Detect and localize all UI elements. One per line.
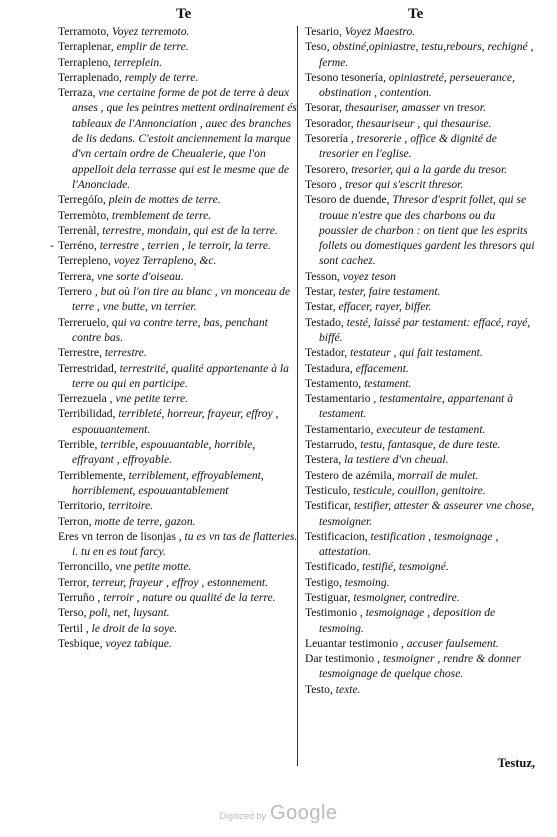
dictionary-entry: [305, 24, 537, 39]
entry-definition: terroir , nature ou qualité de la terre.: [103, 590, 276, 604]
dictionary-entry: [305, 468, 537, 483]
entry-headword: Tesario,: [305, 25, 345, 38]
entry-definition: voyez teson: [342, 269, 396, 283]
entry-definition: plein de mottes de terre.: [108, 193, 221, 207]
digitization-watermark: [0, 802, 557, 825]
entry-headword: Testo,: [305, 682, 336, 696]
entry-definition: voyez Terrapleno, &c.: [113, 254, 217, 268]
entry-definition: terribleté, horreur, frayeur, effroy , espouuantement.: [72, 407, 279, 436]
dictionary-entry: [305, 39, 537, 70]
dictionary-entry: [58, 315, 298, 346]
dictionary-entry: [58, 284, 298, 315]
dictionary-entry: [58, 39, 298, 54]
watermark-prefix: Digitized by: [219, 811, 267, 821]
dictionary-entry: [58, 223, 298, 238]
entry-headword: Testificacion,: [305, 529, 371, 543]
entry-definition: Voyez terremoto.: [111, 25, 190, 38]
entry-definition: Thresor d'esprit follet, qui se trouue n'estre que des charbons ou du poussier de charbon : on tient que les esprits follets ou domestiques gardent les thresors qui sont cachez.: [319, 193, 535, 268]
dictionary-entry: [305, 376, 537, 391]
entry-headword: Terraplenar,: [58, 40, 117, 54]
dictionary-entry: [58, 468, 298, 499]
entry-definition: voyez tabique.: [105, 636, 172, 650]
dictionary-entry: [58, 406, 298, 437]
catchword: Testuz,: [497, 756, 535, 770]
dictionary-entry: [58, 605, 298, 620]
entry-definition: tresorerie , office & dignité de tresorier en l'eglise.: [319, 132, 497, 161]
dictionary-entry: [305, 315, 537, 346]
entry-definition: la testiere d'vn cheual.: [344, 453, 449, 467]
dictionary-entry: [305, 116, 537, 131]
dictionary-entry: [305, 483, 537, 498]
right-column: [305, 24, 537, 697]
entry-headword: Eres vn terron de lisonjas ,: [58, 529, 185, 543]
entry-definition: opiniastreté, perseuerance, obstination , contention.: [319, 70, 515, 100]
entry-headword: Tesoro ,: [305, 177, 346, 191]
entry-headword: Terribilidad,: [58, 407, 119, 421]
dictionary-entry: [305, 345, 537, 360]
entry-definition: effacement.: [355, 361, 409, 375]
entry-definition: territoire.: [108, 499, 154, 513]
entry-headword: Testigo,: [305, 575, 345, 589]
entry-headword: Tesson,: [305, 269, 343, 283]
dictionary-entry: [305, 192, 537, 268]
dictionary-entry: [58, 636, 298, 651]
entry-definition: tremblement de terre.: [111, 208, 212, 222]
dictionary-entry: [58, 437, 298, 468]
entry-headword: Terrezuela ,: [58, 392, 116, 406]
dictionary-entry: [305, 131, 537, 162]
entry-definition: motte de terre, gazon.: [94, 514, 196, 528]
entry-definition: vne sorte d'oiseau.: [97, 269, 184, 283]
entry-definition: tresor qui s'escrit thresor.: [345, 177, 464, 191]
dictionary-entry: [305, 498, 537, 529]
entry-headword: Testador,: [305, 346, 351, 360]
dictionary-entry: [58, 559, 298, 574]
entry-definition: testé, laissé par testament: effacé, rayé, biffé.: [319, 315, 531, 344]
entry-headword: Terregóſo,: [58, 193, 109, 207]
entry-definition: terreplein.: [113, 55, 163, 69]
dictionary-entry: [305, 559, 537, 574]
entry-headword: Leuantar testimonio ,: [305, 636, 407, 650]
entry-headword: Testera,: [305, 453, 345, 467]
entry-headword: Terso,: [58, 606, 90, 620]
dictionary-entry: [305, 299, 537, 314]
dictionary-entry: [305, 422, 537, 437]
dictionary-entry: [305, 391, 537, 422]
dictionary-entry: [58, 529, 298, 560]
entry-definition: thesauriser, amasser vn tresor.: [344, 101, 486, 115]
entry-definition: terriblement, effroyablement, horriblement, espouuantablement: [72, 468, 264, 497]
entry-headword: Terrestridad,: [58, 361, 120, 375]
entry-headword: Terroncillo,: [58, 560, 116, 574]
dictionary-entry: [305, 529, 537, 560]
entry-headword: Terraza,: [58, 86, 99, 100]
dictionary-entry: [58, 238, 298, 253]
entry-definition: le droit de la soye.: [91, 621, 178, 635]
entry-definition: testu, fantasque, de dure teste.: [360, 438, 501, 452]
entry-definition: testamentaire, appartenant à testament.: [319, 392, 514, 421]
dictionary-entry: [58, 253, 298, 268]
dictionary-entry: [305, 682, 537, 697]
entry-headword: Terréno,: [58, 239, 100, 253]
dictionary-entry: [58, 590, 298, 605]
entry-headword: Testadura,: [305, 361, 356, 375]
dictionary-entry: [305, 590, 537, 605]
dictionary-entry: [58, 345, 298, 360]
dictionary-entry: [58, 269, 298, 284]
column-divider: [297, 26, 298, 766]
dictionary-entry: [58, 575, 298, 590]
entry-definition: morrail de mulet.: [397, 468, 479, 482]
entry-headword: Tertil ,: [58, 621, 92, 635]
entry-definition: but où l'on tire au blanc , vn monceau de terre , vne butte, vn terrier.: [72, 285, 291, 314]
entry-definition: terrestrité, qualité appartenante à la terre ou qui en participe.: [72, 361, 289, 390]
entry-headword: Testificado,: [305, 560, 363, 574]
entry-definition: terrestre.: [104, 346, 147, 360]
entry-definition: tresorier, qui a la garde du tresor.: [351, 162, 508, 176]
entry-headword: Testado,: [305, 315, 347, 329]
dictionary-entry: [305, 100, 537, 115]
entry-headword: Teso,: [305, 40, 333, 54]
dictionary-entry: [305, 361, 537, 376]
entry-headword: Territorio,: [58, 499, 109, 513]
dictionary-entry: [305, 636, 537, 651]
entry-definition: terreur, frayeur , effroy , estonnement.: [92, 575, 269, 589]
entry-headword: Terror,: [58, 575, 93, 589]
dictionary-entry: [58, 391, 298, 406]
entry-headword: Terraplenado,: [58, 70, 125, 84]
dictionary-entry: [305, 452, 537, 467]
entry-definition: terrible, espouuantable, horrible, effrayant , effroyable.: [72, 438, 256, 467]
entry-definition: thesauriseur , qui thesaurise.: [356, 116, 492, 130]
entry-headword: Testamentario,: [305, 422, 377, 436]
dictionary-entry: [58, 621, 298, 636]
dictionary-entry: [305, 651, 537, 682]
dictionary-entry: [58, 514, 298, 529]
entry-headword: Dar testimonio ,: [305, 652, 383, 666]
entry-definition: tesmoigner , rendre & donner tesmoignage de quelque chose.: [319, 652, 521, 681]
dictionary-entry: [305, 70, 537, 101]
entry-headword: Tesorero,: [305, 162, 352, 176]
entry-definition: testifier, attester & asseurer vne chose, tesmoigner.: [319, 499, 535, 528]
entry-headword: Terrero ,: [58, 285, 101, 299]
entry-definition: executeur de testament.: [376, 422, 486, 436]
entry-headword: Terriblemente,: [58, 468, 129, 482]
entry-definition: testateur , qui fait testament.: [350, 346, 483, 360]
dictionary-entry: [305, 162, 537, 177]
entry-definition: vne certaine forme de pot de terre à deux anses , que les peintres mettent ordinairement és tableaux de l'Annonciation , auec des branches de lis dedans. C'estoit anciennement la marque d'vn certain ordre de Cheualerie, que l'on appelloit dela terrasse qui est le mesme que de l'Anonciade.: [72, 86, 297, 191]
dictionary-entry: [58, 208, 298, 223]
entry-headword: Tesorería ,: [305, 132, 357, 146]
entry-headword: Tesono tesonería,: [305, 70, 389, 84]
entry-definition: texte.: [335, 682, 361, 696]
entry-definition: testament.: [364, 376, 412, 390]
entry-headword: Tesoro de duende,: [305, 193, 393, 207]
dictionary-entry: [58, 55, 298, 70]
entry-headword: Testiguar,: [305, 590, 354, 604]
entry-definition: tesmoigner, contredire.: [353, 590, 460, 604]
entry-headword: Terruño ,: [58, 590, 104, 604]
entry-headword: Terrestre,: [58, 346, 105, 360]
entry-definition: accuser faulsement.: [406, 636, 499, 650]
entry-definition: testicule, couillon, genitoire.: [353, 483, 486, 497]
watermark-brand: Google: [270, 802, 338, 824]
right-running-head: Te: [408, 6, 424, 22]
entry-headword: Tesbique,: [58, 636, 106, 650]
entry-definition: Voyez Maestro.: [344, 25, 416, 38]
dictionary-entry: [305, 575, 537, 590]
dictionary-entry: [58, 192, 298, 207]
entry-definition: testifié, tesmoigné.: [362, 560, 449, 574]
dictionary-entry: [58, 498, 298, 513]
entry-headword: Testar,: [305, 300, 339, 314]
dictionary-entry: [58, 85, 298, 192]
entry-definition: tesmoignage , deposition de tesmoing.: [319, 606, 496, 635]
entry-definition: terrestre, mondain, qui est de la terre.: [102, 223, 278, 237]
entry-definition: qui va contre terre, bas, penchant contre bas.: [72, 315, 268, 344]
entry-definition: obstiné,opiniastre, testu,rebours, rechigné , ferme.: [319, 40, 534, 69]
entry-headword: Terron,: [58, 514, 95, 528]
entry-headword: Tesorador,: [305, 116, 357, 130]
left-running-head: Te: [176, 6, 192, 22]
entry-headword: Terramoto,: [58, 25, 112, 38]
entry-headword: Terrapleno,: [58, 55, 114, 69]
entry-headword: Terrenàl,: [58, 223, 103, 237]
entry-headword: Terrera,: [58, 269, 98, 283]
dictionary-entry: [305, 605, 537, 636]
entry-headword: Testimonio ,: [305, 606, 366, 620]
left-column: [58, 24, 298, 651]
dictionary-entry: [58, 24, 298, 39]
entry-definition: terrestre , terrien , le terroir, la terre.: [99, 239, 271, 253]
dictionary-entry: [305, 284, 537, 299]
dictionary-entry: [58, 361, 298, 392]
dictionary-entry: [305, 269, 537, 284]
dictionary-entry: [58, 70, 298, 85]
entry-headword: Testar,: [305, 285, 339, 299]
entry-definition: poli, net, luysant.: [89, 606, 170, 620]
entry-definition: tesmoing.: [344, 575, 390, 589]
dictionary-entry: [305, 177, 537, 192]
entry-headword: Terreruelo,: [58, 315, 112, 329]
entry-definition: tester, faire testament.: [338, 285, 441, 299]
entry-headword: Testamento,: [305, 376, 365, 390]
entry-definition: effacer, rayer, biffer.: [338, 300, 432, 314]
entry-headword: Testamentario ,: [305, 392, 380, 406]
entry-headword: Terremòto,: [58, 208, 112, 222]
entry-headword: Tesorar,: [305, 101, 345, 115]
entry-headword: Testiculo,: [305, 483, 354, 497]
entry-headword: Testarrudo,: [305, 438, 361, 452]
entry-headword: Terrible,: [58, 438, 101, 452]
entry-definition: tu es vn tas de flatteries. i. tu en es tout farcy.: [72, 529, 298, 559]
entry-definition: emplir de terre.: [116, 40, 189, 54]
entry-headword: Terrepleno,: [58, 254, 114, 268]
entry-definition: vne petite terre.: [115, 392, 189, 406]
entry-headword: Testificar,: [305, 499, 354, 513]
entry-definition: remply de terre.: [124, 70, 199, 84]
dictionary-entry: [305, 437, 537, 452]
entry-headword: Testero de azémila,: [305, 468, 398, 482]
entry-definition: vne petite motte.: [115, 560, 192, 574]
entry-definition: testification , tesmoignage , attestation.: [319, 529, 499, 559]
